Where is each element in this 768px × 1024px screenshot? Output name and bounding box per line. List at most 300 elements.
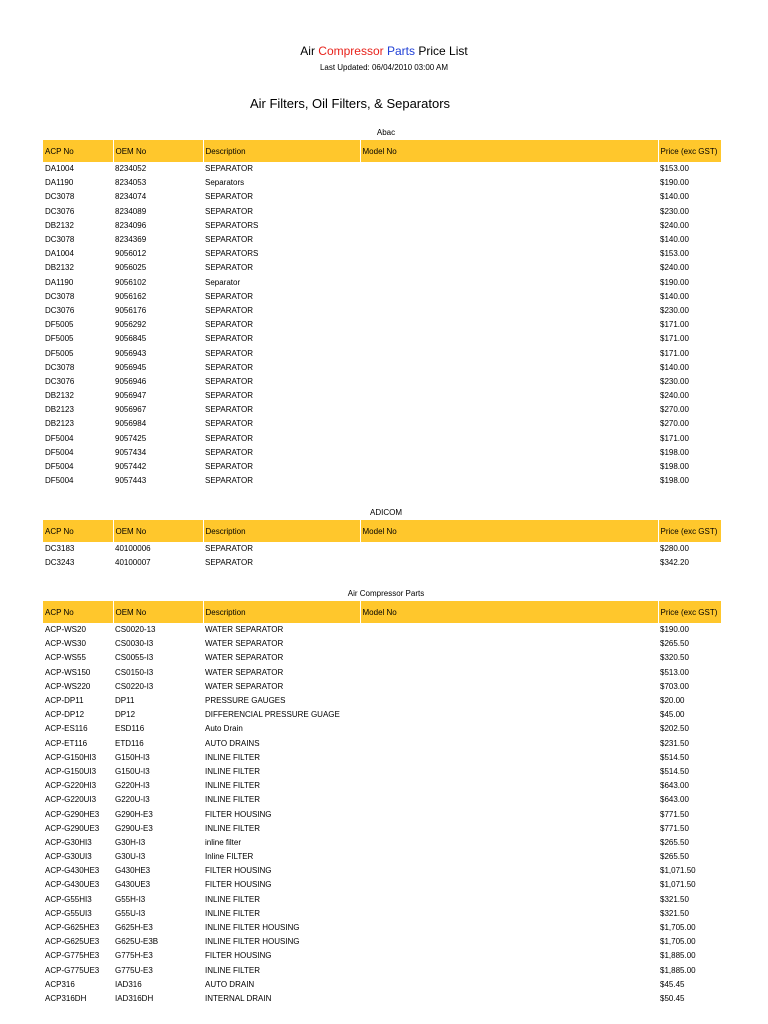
table-cell: $198.00 bbox=[660, 462, 689, 472]
table-row bbox=[43, 446, 721, 460]
table-cell: SEPARATOR bbox=[205, 476, 254, 486]
table-cell: DF5004 bbox=[45, 447, 74, 457]
table-cell: CS0150-I3 bbox=[115, 667, 154, 677]
table-cell bbox=[360, 850, 658, 864]
table-cell: 9056025 bbox=[115, 263, 147, 273]
table-cell bbox=[360, 949, 658, 963]
table-cell: ACP-G220HI3 bbox=[45, 781, 97, 791]
table-cell: $50.45 bbox=[660, 993, 685, 1003]
table-row bbox=[43, 921, 721, 935]
table-cell: 9057442 bbox=[115, 462, 147, 472]
table-cell: FILTER HOUSING bbox=[205, 809, 272, 819]
table-cell: G55H-I3 bbox=[115, 894, 146, 904]
table-cell: DIFFERENCIAL PRESSURE GUAGE bbox=[205, 710, 340, 720]
document-title bbox=[0, 44, 768, 58]
table-row bbox=[43, 893, 721, 907]
table-row bbox=[43, 822, 721, 836]
price-table bbox=[43, 601, 721, 1006]
price-group bbox=[43, 506, 721, 570]
table-cell: $198.00 bbox=[660, 476, 689, 486]
table-cell bbox=[360, 318, 658, 332]
table-cell: $1,885.00 bbox=[660, 965, 696, 975]
table-cell: $643.00 bbox=[660, 781, 689, 791]
table-cell: ACP-G625HE3 bbox=[45, 923, 100, 933]
table-cell: 8234096 bbox=[115, 220, 147, 230]
table-cell bbox=[360, 822, 658, 836]
column-header: Description bbox=[203, 601, 360, 623]
table-cell: ACP-G625UE3 bbox=[45, 937, 100, 947]
table-cell bbox=[360, 864, 658, 878]
table-cell: ACP-G430UE3 bbox=[45, 880, 100, 890]
table-cell: 9056984 bbox=[115, 419, 147, 429]
table-cell: ACP-ES116 bbox=[45, 724, 88, 734]
table-cell: G430HE3 bbox=[115, 866, 151, 876]
table-row bbox=[43, 219, 721, 233]
table-cell: INLINE FILTER bbox=[205, 965, 260, 975]
table-cell bbox=[360, 432, 658, 446]
table-row bbox=[43, 474, 721, 488]
table-cell bbox=[360, 964, 658, 978]
table-cell: SEPARATOR bbox=[205, 391, 254, 401]
table-cell: G220U-I3 bbox=[115, 795, 150, 805]
table-row bbox=[43, 361, 721, 375]
table-row bbox=[43, 176, 721, 190]
table-cell: 9057425 bbox=[115, 433, 147, 443]
table-cell bbox=[360, 474, 658, 488]
group-name: ADICOM bbox=[370, 508, 402, 517]
table-row bbox=[43, 542, 721, 556]
table-row bbox=[43, 403, 721, 417]
table-cell bbox=[360, 793, 658, 807]
table-cell: ACP-G150UI3 bbox=[45, 766, 97, 776]
table-cell bbox=[360, 722, 658, 736]
table-cell: $230.00 bbox=[660, 376, 689, 386]
table-cell: $514.50 bbox=[660, 752, 689, 762]
table-row bbox=[43, 623, 721, 637]
table-cell bbox=[360, 921, 658, 935]
table-cell: ACP-G290HE3 bbox=[45, 809, 100, 819]
table-cell: Separators bbox=[205, 178, 245, 188]
table-cell: ACP-ET116 bbox=[45, 738, 88, 748]
table-cell: $45.00 bbox=[660, 710, 685, 720]
table-cell: INLINE FILTER HOUSING bbox=[205, 937, 300, 947]
column-header: Price (exc GST) bbox=[658, 520, 721, 542]
table-cell: $703.00 bbox=[660, 681, 689, 691]
table-cell: ACP-G30UI3 bbox=[45, 852, 92, 862]
table-cell: INLINE FILTER bbox=[205, 781, 260, 791]
table-cell bbox=[360, 737, 658, 751]
table-cell: INTERNAL DRAIN bbox=[205, 993, 272, 1003]
table-cell: DA1190 bbox=[45, 178, 74, 188]
table-cell: $190.00 bbox=[660, 178, 689, 188]
table-cell: SEPARATOR bbox=[205, 376, 254, 386]
table-cell: $1,071.50 bbox=[660, 880, 696, 890]
column-header: Price (exc GST) bbox=[658, 140, 721, 162]
table-cell bbox=[360, 556, 658, 570]
table-cell: $230.00 bbox=[660, 305, 689, 315]
table-cell bbox=[360, 389, 658, 403]
table-cell: SEPARATOR bbox=[205, 433, 254, 443]
table-row bbox=[43, 992, 721, 1006]
table-row bbox=[43, 850, 721, 864]
table-cell: G625U-E3B bbox=[115, 937, 159, 947]
table-cell: $265.50 bbox=[660, 852, 689, 862]
table-cell: 8234074 bbox=[115, 192, 147, 202]
table-cell bbox=[360, 765, 658, 779]
table-row bbox=[43, 737, 721, 751]
table-cell: SEPARATORS bbox=[205, 249, 259, 259]
table-row bbox=[43, 722, 721, 736]
table-cell: $771.50 bbox=[660, 809, 689, 819]
group-name: Air Compressor Parts bbox=[347, 589, 425, 598]
table-cell: $171.00 bbox=[660, 334, 689, 344]
table-cell: 9056967 bbox=[115, 405, 147, 415]
table-row bbox=[43, 708, 721, 722]
table-cell: ACP-G430HE3 bbox=[45, 866, 100, 876]
table-cell bbox=[360, 247, 658, 261]
table-cell bbox=[360, 361, 658, 375]
table-cell: 9057443 bbox=[115, 476, 147, 486]
column-header: OEM No bbox=[113, 520, 203, 542]
table-cell: SEPARATOR bbox=[205, 192, 254, 202]
table-cell: G30U-I3 bbox=[115, 852, 146, 862]
table-cell bbox=[360, 346, 658, 360]
table-row bbox=[43, 247, 721, 261]
table-row bbox=[43, 751, 721, 765]
table-cell: ESD116 bbox=[115, 724, 145, 734]
table-cell: 9056947 bbox=[115, 391, 147, 401]
table-cell: $140.00 bbox=[660, 192, 689, 202]
table-cell: DC3076 bbox=[45, 206, 75, 216]
table-cell: G55U-I3 bbox=[115, 908, 146, 918]
table-cell: INLINE FILTER bbox=[205, 766, 260, 776]
table-cell: ACP-G55HI3 bbox=[45, 894, 92, 904]
table-row bbox=[43, 907, 721, 921]
table-cell: $140.00 bbox=[660, 235, 689, 245]
table-cell: G220H-I3 bbox=[115, 781, 150, 791]
column-header: Model No bbox=[360, 140, 658, 162]
table-cell: ACP316DH bbox=[45, 993, 87, 1003]
table-cell: $153.00 bbox=[660, 249, 689, 259]
table-cell bbox=[360, 807, 658, 821]
table-cell: $240.00 bbox=[660, 263, 689, 273]
table-cell: G430UE3 bbox=[115, 880, 151, 890]
table-cell: WATER SEPARATOR bbox=[205, 653, 284, 663]
title-word-parts: Parts bbox=[387, 44, 416, 58]
table-cell: $20.00 bbox=[660, 696, 685, 706]
table-cell: SEPARATOR bbox=[205, 291, 254, 301]
table-row bbox=[43, 666, 721, 680]
price-group bbox=[43, 587, 721, 1006]
table-cell: $1,705.00 bbox=[660, 937, 696, 947]
table-cell: Separator bbox=[205, 277, 241, 287]
table-cell: ACP-G220UI3 bbox=[45, 795, 97, 805]
table-cell: DF5005 bbox=[45, 348, 74, 358]
table-cell: WATER SEPARATOR bbox=[205, 639, 284, 649]
table-cell: DC3076 bbox=[45, 376, 75, 386]
table-cell: 9057434 bbox=[115, 447, 147, 457]
table-cell: INLINE FILTER HOUSING bbox=[205, 923, 300, 933]
table-cell: INLINE FILTER bbox=[205, 752, 260, 762]
table-cell bbox=[360, 542, 658, 556]
table-cell: ACP-DP11 bbox=[45, 696, 84, 706]
table-cell bbox=[360, 694, 658, 708]
title-word-compressor: Compressor bbox=[318, 44, 384, 58]
table-row bbox=[43, 864, 721, 878]
table-cell bbox=[360, 935, 658, 949]
table-cell: G150U-I3 bbox=[115, 766, 150, 776]
table-cell: G150H-I3 bbox=[115, 752, 150, 762]
table-cell bbox=[360, 651, 658, 665]
table-cell: AUTO DRAINS bbox=[205, 738, 260, 748]
table-cell bbox=[360, 623, 658, 637]
table-cell: DF5004 bbox=[45, 462, 74, 472]
table-row bbox=[43, 935, 721, 949]
table-cell: SEPARATOR bbox=[205, 419, 254, 429]
table-cell: DC3078 bbox=[45, 235, 75, 245]
table-cell bbox=[360, 162, 658, 176]
table-cell: $265.50 bbox=[660, 639, 689, 649]
table-cell: $771.50 bbox=[660, 823, 689, 833]
table-cell: ACP-G150HI3 bbox=[45, 752, 97, 762]
table-cell: ACP-G55UI3 bbox=[45, 908, 92, 918]
table-cell bbox=[360, 190, 658, 204]
table-cell: 40100006 bbox=[115, 544, 151, 554]
table-row bbox=[43, 261, 721, 275]
table-cell: $320.50 bbox=[660, 653, 689, 663]
table-cell: G775U-E3 bbox=[115, 965, 153, 975]
table-cell bbox=[360, 290, 658, 304]
table-cell: 9056943 bbox=[115, 348, 147, 358]
table-cell: 9056845 bbox=[115, 334, 147, 344]
table-cell: DF5004 bbox=[45, 476, 74, 486]
table-cell: 9056945 bbox=[115, 362, 147, 372]
table-cell: DB2123 bbox=[45, 405, 74, 415]
table-row bbox=[43, 162, 721, 176]
table-cell bbox=[360, 637, 658, 651]
table-row bbox=[43, 807, 721, 821]
table-cell: ACP-G290UE3 bbox=[45, 823, 100, 833]
table-cell: ACP-WS55 bbox=[45, 653, 86, 663]
table-row bbox=[43, 233, 721, 247]
table-cell: ACP-DP12 bbox=[45, 710, 85, 720]
table-cell bbox=[360, 233, 658, 247]
table-cell: ACP-WS20 bbox=[45, 625, 86, 635]
table-cell bbox=[360, 893, 658, 907]
table-header-row bbox=[43, 601, 721, 623]
table-cell: INLINE FILTER bbox=[205, 908, 260, 918]
table-row bbox=[43, 779, 721, 793]
table-cell bbox=[360, 375, 658, 389]
table-row bbox=[43, 346, 721, 360]
table-cell bbox=[360, 219, 658, 233]
table-cell: FILTER HOUSING bbox=[205, 866, 272, 876]
table-cell: SEPARATOR bbox=[205, 263, 254, 273]
table-cell: AUTO DRAIN bbox=[205, 979, 255, 989]
table-cell: DC3183 bbox=[45, 544, 75, 554]
last-updated: Last Updated: 06/04/2010 03:00 AM bbox=[319, 63, 449, 72]
table-cell: DF5005 bbox=[45, 334, 74, 344]
table-cell: INLINE FILTER bbox=[205, 894, 260, 904]
table-cell bbox=[360, 907, 658, 921]
table-cell: $270.00 bbox=[660, 405, 689, 415]
table-row bbox=[43, 276, 721, 290]
table-cell: 8234052 bbox=[115, 164, 147, 174]
table-cell: $1,071.50 bbox=[660, 866, 696, 876]
table-cell bbox=[360, 261, 658, 275]
table-cell: DA1004 bbox=[45, 249, 74, 259]
table-cell: $171.00 bbox=[660, 348, 689, 358]
table-cell bbox=[360, 836, 658, 850]
table-cell: G30H-I3 bbox=[115, 837, 146, 847]
table-row bbox=[43, 680, 721, 694]
column-header: ACP No bbox=[43, 520, 113, 542]
column-header: Description bbox=[203, 140, 360, 162]
table-row bbox=[43, 836, 721, 850]
table-cell: $321.50 bbox=[660, 894, 689, 904]
table-row bbox=[43, 432, 721, 446]
table-cell bbox=[360, 205, 658, 219]
table-cell: SEPARATOR bbox=[205, 164, 254, 174]
table-row bbox=[43, 556, 721, 570]
table-cell bbox=[360, 176, 658, 190]
table-cell: $270.00 bbox=[660, 419, 689, 429]
table-cell: SEPARATOR bbox=[205, 462, 254, 472]
table-cell: PRESSURE GAUGES bbox=[205, 696, 286, 706]
table-cell bbox=[360, 680, 658, 694]
table-cell: IAD316 bbox=[115, 979, 142, 989]
table-cell: 8234053 bbox=[115, 178, 147, 188]
column-header: ACP No bbox=[43, 140, 113, 162]
price-table bbox=[43, 140, 721, 488]
column-header: OEM No bbox=[113, 140, 203, 162]
table-cell: FILTER HOUSING bbox=[205, 951, 272, 961]
table-cell: $45.45 bbox=[660, 979, 685, 989]
table-row bbox=[43, 375, 721, 389]
table-cell: $153.00 bbox=[660, 164, 689, 174]
table-cell: Auto Drain bbox=[205, 724, 243, 734]
table-cell: ACP-WS150 bbox=[45, 667, 91, 677]
table-cell: $140.00 bbox=[660, 362, 689, 372]
table-row bbox=[43, 765, 721, 779]
column-header: Model No bbox=[360, 601, 658, 623]
table-cell: $171.00 bbox=[660, 433, 689, 443]
table-cell: G775H-E3 bbox=[115, 951, 153, 961]
column-header: Description bbox=[203, 520, 360, 542]
table-cell: SEPARATOR bbox=[205, 405, 254, 415]
table-cell: DC3076 bbox=[45, 305, 75, 315]
table-cell: 8234089 bbox=[115, 206, 147, 216]
table-cell: ETD116 bbox=[115, 738, 144, 748]
table-cell: FILTER HOUSING bbox=[205, 880, 272, 890]
table-cell: $202.50 bbox=[660, 724, 689, 734]
table-row bbox=[43, 694, 721, 708]
table-row bbox=[43, 417, 721, 431]
column-header: ACP No bbox=[43, 601, 113, 623]
table-cell: 9056012 bbox=[115, 249, 147, 259]
table-header-row bbox=[43, 140, 721, 162]
table-row bbox=[43, 978, 721, 992]
table-cell bbox=[360, 751, 658, 765]
table-cell: DP11 bbox=[115, 696, 135, 706]
table-cell: INLINE FILTER bbox=[205, 823, 260, 833]
table-cell bbox=[360, 779, 658, 793]
table-cell: SEPARATOR bbox=[205, 544, 254, 554]
table-cell: 9056102 bbox=[115, 277, 147, 287]
table-cell bbox=[360, 332, 658, 346]
table-cell: $513.00 bbox=[660, 667, 689, 677]
table-cell: DB2123 bbox=[45, 419, 74, 429]
table-cell: DA1004 bbox=[45, 164, 74, 174]
table-cell: $190.00 bbox=[660, 625, 689, 635]
table-cell: WATER SEPARATOR bbox=[205, 667, 284, 677]
table-cell: DF5004 bbox=[45, 433, 74, 443]
table-cell bbox=[360, 446, 658, 460]
table-cell: SEPARATORS bbox=[205, 220, 259, 230]
table-cell bbox=[360, 460, 658, 474]
table-cell: SEPARATOR bbox=[205, 447, 254, 457]
table-cell: G290H-E3 bbox=[115, 809, 153, 819]
table-cell bbox=[360, 978, 658, 992]
table-cell bbox=[360, 992, 658, 1006]
table-cell: 9056176 bbox=[115, 305, 147, 315]
table-row bbox=[43, 651, 721, 665]
table-cell: 9056162 bbox=[115, 291, 147, 301]
table-cell: $280.00 bbox=[660, 544, 689, 554]
column-header: Price (exc GST) bbox=[658, 601, 721, 623]
table-cell: SEPARATOR bbox=[205, 206, 254, 216]
table-cell: DB2132 bbox=[45, 220, 74, 230]
table-cell: 9056292 bbox=[115, 320, 147, 330]
table-cell: $231.50 bbox=[660, 738, 689, 748]
table-cell: SEPARATOR bbox=[205, 320, 254, 330]
table-cell: CS0055-I3 bbox=[115, 653, 154, 663]
table-cell: 9056946 bbox=[115, 376, 147, 386]
table-cell bbox=[360, 276, 658, 290]
table-cell: $230.00 bbox=[660, 206, 689, 216]
table-cell: $240.00 bbox=[660, 220, 689, 230]
table-cell: DC3243 bbox=[45, 558, 75, 568]
table-cell: $1,885.00 bbox=[660, 951, 696, 961]
table-cell: ACP-G775UE3 bbox=[45, 965, 100, 975]
table-row bbox=[43, 332, 721, 346]
group-name: Abac bbox=[376, 128, 396, 137]
table-cell: DC3078 bbox=[45, 362, 75, 372]
table-cell: CS0030-I3 bbox=[115, 639, 154, 649]
table-header-row bbox=[43, 520, 721, 542]
table-cell bbox=[360, 708, 658, 722]
table-row bbox=[43, 190, 721, 204]
table-cell: ACP-WS220 bbox=[45, 681, 91, 691]
table-cell: inline filter bbox=[205, 837, 242, 847]
table-cell: DA1190 bbox=[45, 277, 74, 287]
table-cell: $643.00 bbox=[660, 795, 689, 805]
table-cell bbox=[360, 403, 658, 417]
column-header: Model No bbox=[360, 520, 658, 542]
table-cell bbox=[360, 304, 658, 318]
table-cell bbox=[360, 666, 658, 680]
table-cell: SEPARATOR bbox=[205, 558, 254, 568]
table-cell: $342.20 bbox=[660, 558, 689, 568]
table-cell bbox=[360, 417, 658, 431]
table-cell: CS0220-I3 bbox=[115, 681, 154, 691]
table-row bbox=[43, 205, 721, 219]
price-table bbox=[43, 520, 721, 570]
table-cell: $240.00 bbox=[660, 391, 689, 401]
table-cell: SEPARATOR bbox=[205, 305, 254, 315]
table-cell: SEPARATOR bbox=[205, 348, 254, 358]
table-row bbox=[43, 793, 721, 807]
